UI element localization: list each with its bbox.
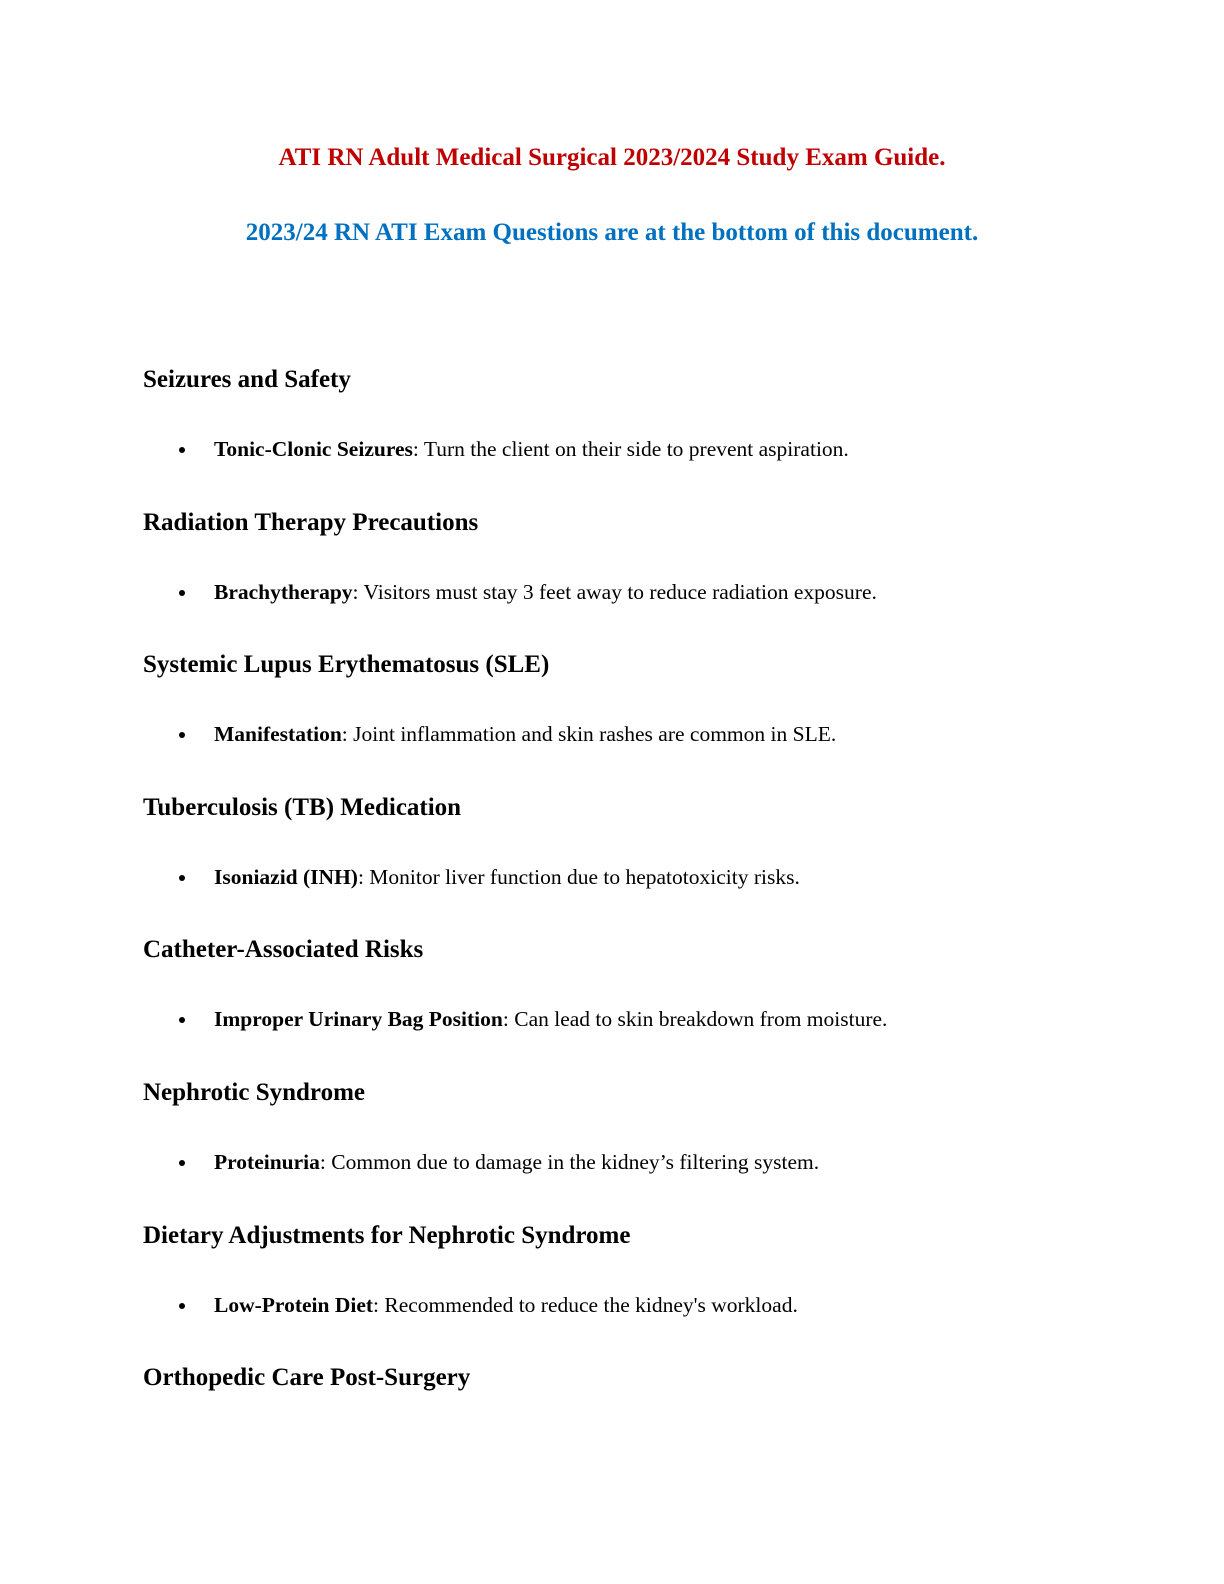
section-sle <box>143 648 1103 791</box>
item-term: Brachytherapy <box>214 579 353 604</box>
section-nephrotic-syndrome <box>143 1076 1103 1219</box>
item-text: : Common due to damage in the kidney’s filtering system. <box>319 1149 820 1174</box>
item-text: : Recommended to reduce the kidney's workload. <box>373 1292 798 1317</box>
section-heading: Tuberculosis (TB) Medication <box>143 793 462 821</box>
item-term: Low-Protein Diet <box>214 1292 374 1317</box>
item-text: : Turn the client on their side to prevent aspiration. <box>412 437 849 461</box>
bullet-icon <box>179 732 185 738</box>
section-radiation-therapy <box>143 506 1103 649</box>
list-item <box>143 1148 1103 1176</box>
section-heading: Dietary Adjustments for Nephrotic Syndrome <box>143 1221 631 1249</box>
bullet-icon <box>179 875 185 881</box>
list-item <box>143 435 1103 463</box>
item-term: Tonic-Clonic Seizures <box>214 437 413 461</box>
item-term: Manifestation <box>214 722 342 747</box>
bullet-icon <box>179 1160 185 1166</box>
section-seizures-and-safety <box>143 363 1103 506</box>
bullet-icon <box>179 590 185 596</box>
section-dietary-adjustments <box>143 1219 1103 1362</box>
list-item <box>143 1005 1103 1033</box>
item-text: : Visitors must stay 3 feet away to reduce radiation exposure. <box>352 579 877 604</box>
item-text: : Can lead to skin breakdown from moisture. <box>502 1007 888 1032</box>
document-body <box>143 363 1103 1504</box>
section-heading: Catheter-Associated Risks <box>143 936 424 964</box>
section-heading: Systemic Lupus Erythematosus (SLE) <box>143 651 550 679</box>
section-heading: Orthopedic Care Post-Surgery <box>143 1364 471 1392</box>
section-tb-medication <box>143 791 1103 934</box>
bullet-icon <box>179 1017 185 1023</box>
section-heading: Radiation Therapy Precautions <box>143 508 479 536</box>
list-item <box>143 863 1103 891</box>
list-item <box>143 578 1103 606</box>
item-text: : Joint inflammation and skin rashes are common in SLE. <box>341 722 837 747</box>
document-title: ATI RN Adult Medical Surgical 2023/2024 Study Exam Guide. <box>278 144 946 171</box>
section-catheter-risks <box>143 933 1103 1076</box>
section-orthopedic-care <box>143 1361 1103 1504</box>
list-item <box>143 1291 1103 1319</box>
document-subtitle: 2023/24 RN ATI Exam Questions are at the bottom of this document. <box>245 219 979 246</box>
item-term: Isoniazid (INH) <box>214 864 358 889</box>
bullet-icon <box>179 1303 185 1309</box>
item-term: Improper Urinary Bag Position <box>214 1007 503 1032</box>
item-term: Proteinuria <box>214 1149 320 1174</box>
list-item <box>143 720 1103 748</box>
section-heading: Seizures and Safety <box>143 366 351 393</box>
section-heading: Nephrotic Syndrome <box>143 1078 365 1106</box>
item-text: : Monitor liver function due to hepatotoxicity risks. <box>357 864 800 889</box>
bullet-icon <box>179 447 185 453</box>
